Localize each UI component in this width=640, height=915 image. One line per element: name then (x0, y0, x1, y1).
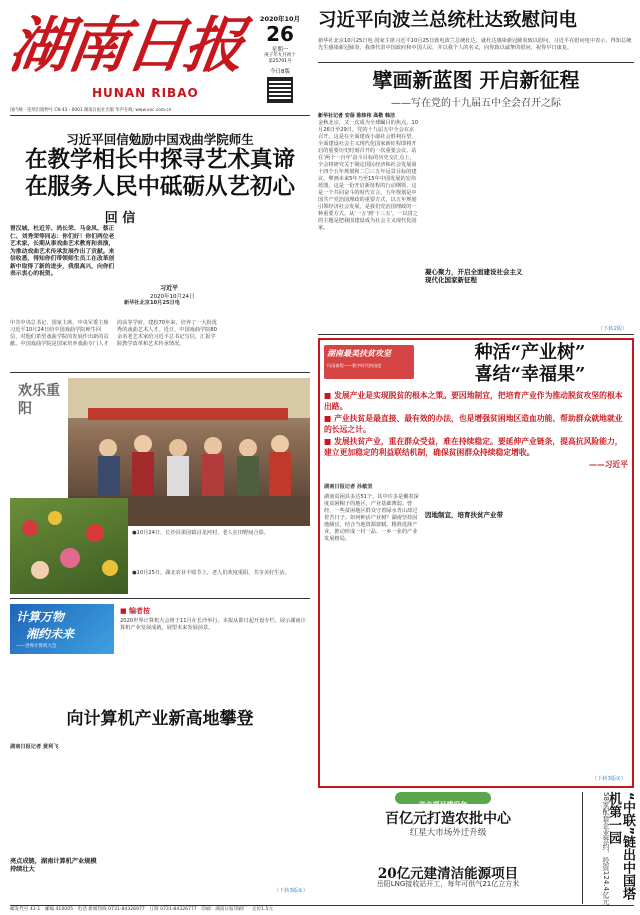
computing-headline: 向计算机产业新高地攀登 (66, 709, 254, 729)
masthead-title: 湖南日报 (5, 11, 247, 81)
industry-banner-text: 产业项目建设年 (418, 801, 468, 809)
masthead-pinyin: HUNAN RIBAO (92, 86, 199, 100)
xi-letter-report-col3 (222, 226, 310, 368)
poverty-quote3: ■ 发展扶贫产业，重在群众受益，难在持续稳定。要延伸产业链条，提高抗风险能力，建立更加稳定的利益联结机制，确保贫困群众持续稳定增收。 (324, 437, 623, 457)
poverty-banner-sub: 风雨兼程——数字时代的国度 (327, 363, 382, 368)
top-story-body: 新华社北京10月25日电 国家主席习近平10月25日致电波兰总统杜达，就杜达感染新冠肺炎致以慰问。习近平在慰问电中表示，得知总统先生感染新冠肺炎，我谨代表中国政府和中国人民，并以我个人的名义，向你致以诚挚的慰问，祝你早日康复。 (318, 38, 632, 51)
blueprint-headline: 擘画新蓝图 开启新征程 (372, 68, 580, 92)
poverty-quote-author: ——习近平 (589, 460, 628, 469)
photo-flowers-svg (10, 498, 128, 594)
date-box (255, 14, 305, 104)
poverty-headline2: 喜结“幸福果” (474, 364, 586, 385)
masthead-info-line: 国内统一连续出版物号 CN 43 - 0001 湖南日报社出版 华声在线: www.voc.com.cn (10, 108, 172, 113)
industry-body2 (318, 889, 578, 903)
computing-sub: 亮点成链，湖南计算机产业规模持续壮大 (10, 858, 97, 873)
poverty-banner-title: 湖南最美扶贫攻坚 (327, 349, 391, 358)
weekday: 星期一 (271, 47, 289, 53)
right-column-body (584, 792, 598, 904)
qr-code-icon (267, 77, 293, 103)
letter-date: 2020年10月24日 (150, 294, 195, 300)
poverty-sub1: 因地制宜，培育扶贫产业带 (425, 511, 503, 519)
poverty-headline1: 种活“产业树” (474, 342, 586, 363)
top-story-headline: 习近平向波兰总统杜达致慰问电 (318, 10, 578, 31)
poverty-quotes (324, 390, 628, 470)
blueprint-subhead: ——写在党的十九届五中全会召开之际 (391, 98, 561, 109)
computing-tag: ■ 编者按 (120, 607, 151, 615)
computing-banner3: ——世界计算机大会 (16, 644, 57, 649)
right-column-sub (598, 792, 610, 906)
poverty-quote2: ■ 产业扶贫是最直接、最有效的办法，也是增强贫困地区造血功能、帮助群众就地就业的长远之计。 (324, 414, 623, 434)
photo-caption2: ●10月25日，湖北农业丰收节上，老人们欢度重阳，共享美好生活。 (132, 570, 290, 576)
date-day: 26 (266, 22, 294, 46)
pages: 今日8版 (270, 69, 290, 75)
industry-sub1: 红星大市场外迁升级 (409, 828, 487, 838)
xi-letter-headline2: 在服务人民中砥砺从艺初心 (24, 174, 295, 200)
poverty-quote1: ■ 发展产业是实现脱贫的根本之策。要因地制宜，把培育产业作为推动脱贫攻坚的根本出路。 (324, 391, 623, 411)
computing-banner2: 湘约未来 (26, 627, 75, 641)
xi-letter-headline1: 在教学相长中探寻艺术真谛 (24, 147, 295, 173)
photo-caption1: ●10月24日，长沙县果园镇浔龙河村，老人在田野间合影。 (132, 530, 270, 536)
poverty-more: （下转3版①） (592, 776, 626, 782)
computing-byline: 湖南日报记者 黄利飞 (10, 744, 59, 750)
computing-banner1: 计算万物 (16, 610, 65, 624)
blueprint-body: 金秋北京，又一次成为全球瞩目的焦点。10月26日至29日，党的十九届五中全会在京召开。这是在全面建成小康社会胜利在望、全面建设社会主义现代化国家新征程即将开启的重要历史时刻召开的一次重要会议。站在‘两个一百年’奋斗目标的历史交汇点上，全会将研究关于制定国民经济和社会发展第十四个五年规划和二〇三五年远景目标的建议，擘画未来5年乃至15年中国发展的宏伟蓝图。这是一份开启新征程的行动纲领，这是一个共同奋斗的时代宣言。五年规划是中国共产党治国理政的重要方式，以五年规划引领经济社会发展，是我们党治国理政的一种重要方式。从‘一五’到‘十三五’，一以贯之的主题是把我国建设成为社会主义现代化国家。 (318, 120, 418, 231)
poverty-banner (324, 345, 414, 379)
industry-headline1: 百亿元打造农批中心 (385, 811, 511, 827)
industry-banner (395, 792, 491, 809)
right-column-sub-text: 58家配套企业签约，投资124.4亿元 (602, 792, 610, 905)
industry-body1 (318, 838, 578, 860)
issue-line2: 第25701号 (268, 59, 292, 64)
letter-body: 曾汉城、杜近芳、尚长荣、马金凤、蔡正仁、刘秀荣等同志：你们好！你们两位老艺术家，长期从事戏曲艺术教育和表演，为推动戏曲艺术传承发展作出了贡献。来信收悉，得知你们带领师生员工在改革创新中取得了新的进步，我很高兴，向你们表示衷心的祝贺。 (10, 226, 115, 277)
xi-letter-report: 中共中央总书记、国家主席、中央军委主席习近平10月24日给中国戏曲学院师生回信，对他们希望戏曲学院的发展作出新的贡献。中国戏曲学院是国家培养戏曲专门人才的高等学府，建校70年来，培养了一大批优秀的戏曲艺术人才。近日，中国戏曲学院80余名老艺术家给习近平总书记写信，汇报学院教学改革和艺术传承情况。 (10, 320, 217, 347)
photo-section-title (18, 382, 62, 418)
xi-letter-dateline: 新华社北京10月25日电 (124, 300, 180, 306)
date-line: 2020年10月 (259, 15, 301, 23)
letter-body-cont (124, 226, 218, 266)
letter-signature: 习近平 (160, 285, 179, 292)
right-column-headline-text: “中联”链出中国塔机第一园 (606, 792, 635, 901)
footer-text: 邮发代号 41-1 邮编 410005 电话 新闻热线 0731-84326977 订阅 0731-84326777 印刷：湖南日报印刷厂 定价1.5元 (10, 907, 274, 912)
industry-headline2: 20亿元建清洁能源项目 (377, 866, 519, 882)
poverty-body: 湖南贫困县多达51个，其中许多是戴着深度贫困帽子的地区，产业基础薄弱。曾经，一些贫困地区群众守着绿水青山却过着苦日子。如何种活产业树？湖南坚持因地制宜，结合当地资源禀赋，精准选择产业，推动形成一村一品、一乡一业的产业发展格局。 (324, 494, 419, 542)
computing-more: （下转3版②） (274, 888, 308, 894)
xi-letter-kicker: 习近平回信勉励中国戏曲学院师生 (66, 132, 254, 147)
industry-sub2: 岳阳LNG接收站开工，每年可供气21亿立方米 (376, 880, 520, 888)
issue-line1: 庚子年九月初十 (264, 53, 296, 58)
letter-title: 回 信 (104, 211, 136, 226)
poverty-byline: 湖南日报记者 孙敏坚 (324, 484, 373, 490)
computing-banner (10, 604, 114, 654)
photo-flowers (10, 498, 128, 594)
photo-section-title-text: 欢乐重阳 (18, 383, 60, 417)
blueprint-byline: 新华社记者 安蓓 陈炜伟 高敬 韩洁 (318, 113, 395, 119)
computing-intro-cont (10, 658, 310, 698)
computing-intro: 2020世界计算机大会将于11月在长沙举行。本报从即日起开设专栏，展示湖南计算机产业发展成就，展望未来发展前景。 (120, 618, 306, 631)
blueprint-more: （下转2版） (598, 326, 628, 332)
blueprint-section1: 凝心聚力，开启全面建设社会主义现代化国家新征程 (425, 268, 523, 284)
